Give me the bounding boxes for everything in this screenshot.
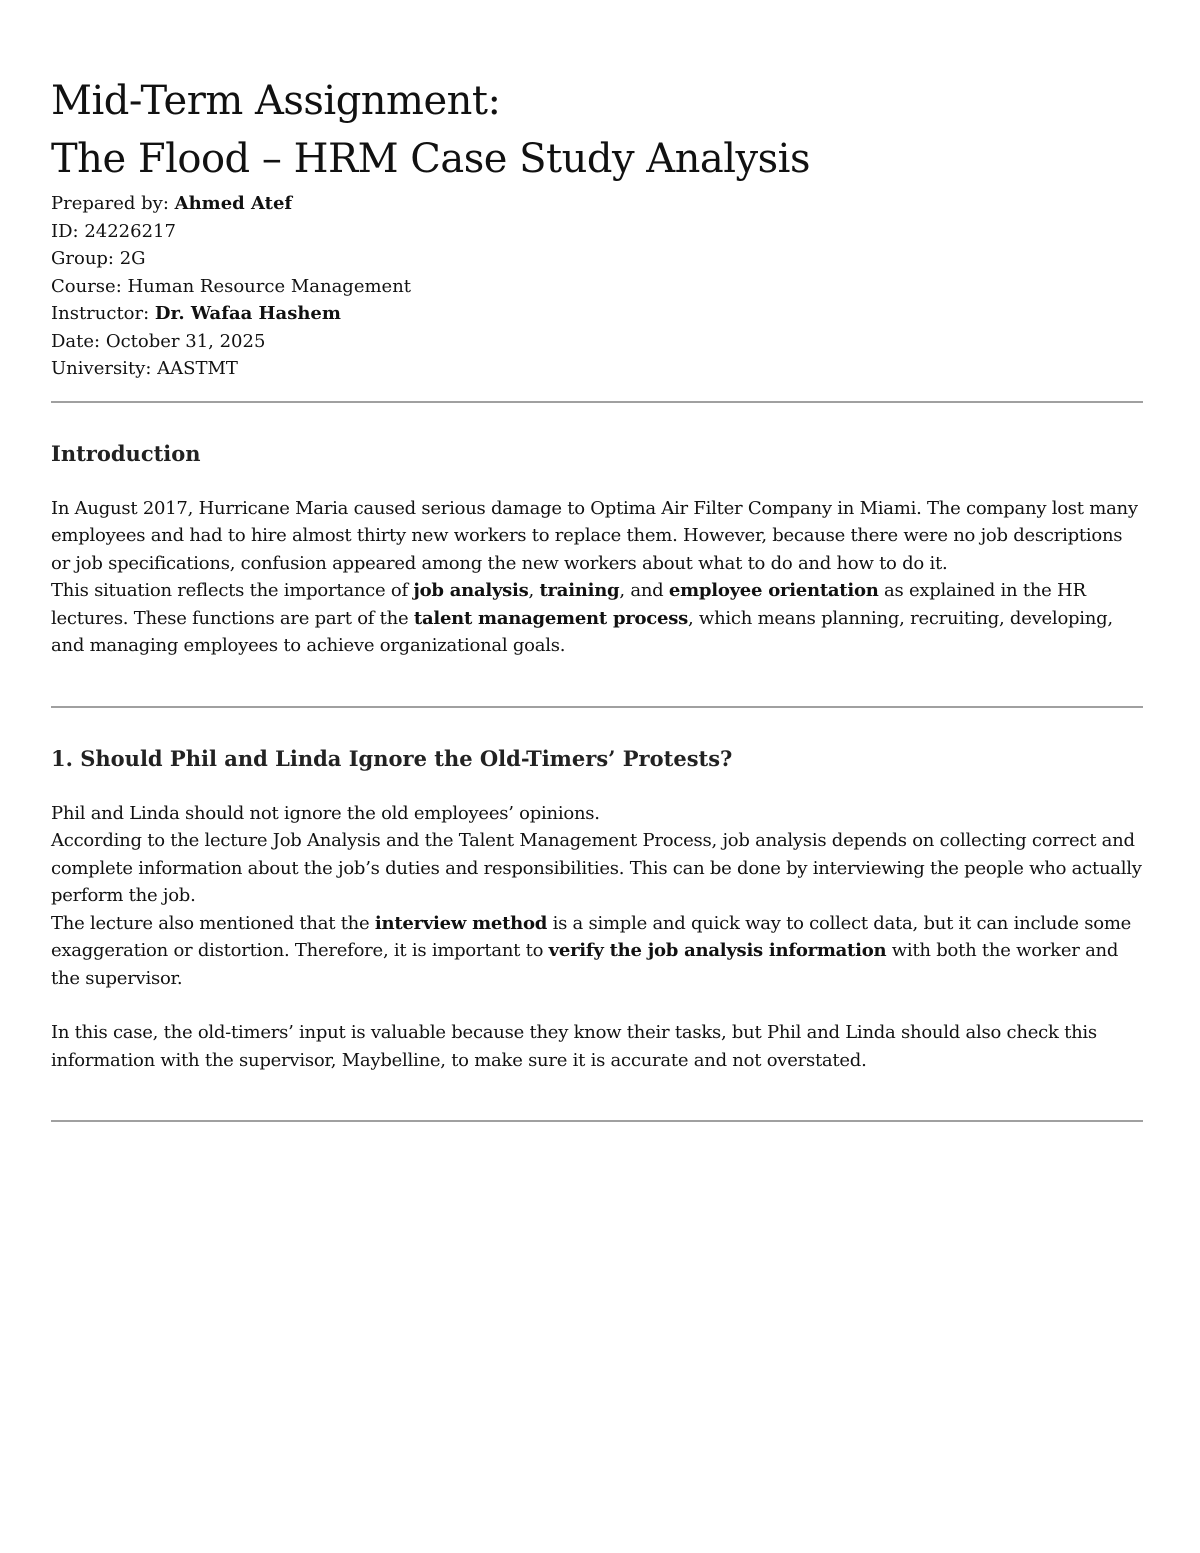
text: with both the worker and the supervisor.	[51, 940, 1119, 989]
intro-paragraph-1: In August 2017, Hurricane Maria caused serious damage to Optima Air Filter Company in Miami. The company lost many employees and had to hire almost thirty new workers to replace them. However, because there were no job descriptions or job specifications, confusion appeared among the new workers about what to do and how to do it.	[51, 497, 1138, 574]
text: ,	[528, 580, 540, 601]
divider	[51, 706, 1143, 708]
instructor	[51, 300, 1143, 328]
prepared-by-value: Ahmed Atef	[174, 193, 293, 214]
section-1-paragraph-2: According to the lecture Job Analysis and the Talent Management Process, job analysis depends on collecting correct and complete information about the job’s duties and responsibilities. This can be done by interviewing the people who actually perform the job.	[51, 830, 1142, 906]
document-title	[51, 72, 1143, 188]
date: Date: October 31, 2025	[51, 330, 266, 352]
bold-text: interview method	[374, 912, 548, 934]
bold-text: job analysis	[413, 580, 529, 601]
section-1-heading: 1. Should Phil and Linda Ignore the Old-Timers’ Protests?	[51, 745, 733, 771]
section-1-paragraph-4: In this case, the old-timers’ input is valuable because they know their tasks, but Phil and Linda should also check this information with the supervisor, Maybelline, to make sure it is accurate and not overstated.	[51, 1022, 1097, 1071]
title-line-1: Mid-Term Assignment:	[51, 78, 501, 124]
instructor-label: Instructor:	[51, 303, 155, 324]
text: , which means planning, recruiting, developing, and managing employees to achieve organizational goals.	[51, 607, 1113, 656]
text: The lecture also mentioned that the	[51, 912, 375, 934]
group: Group: 2G	[51, 248, 146, 269]
bold-text: verify the job analysis information	[548, 940, 887, 961]
divider	[51, 1120, 1143, 1122]
student-id: ID: 24226217	[51, 220, 176, 242]
bold-text: employee orientation	[668, 580, 879, 601]
introduction-heading: Introduction	[51, 440, 201, 466]
section-1-paragraph-1: Phil and Linda should not ignore the old employees’ opinions.	[51, 802, 600, 824]
author-info	[51, 190, 1143, 383]
bold-text: training	[539, 580, 620, 601]
divider	[51, 401, 1143, 403]
intro-paragraph-2	[51, 577, 1143, 660]
text: This situation reflects the importance of	[51, 580, 414, 601]
prepared-by	[51, 190, 1143, 218]
prepared-by-label: Prepared by:	[51, 193, 175, 214]
title-line-2: The Flood – HRM Case Study Analysis	[51, 136, 811, 182]
instructor-value: Dr. Wafaa Hashem	[154, 303, 341, 324]
course: Course: Human Resource Management	[51, 275, 412, 297]
text: , and	[619, 580, 669, 601]
section-1-paragraph-3	[51, 910, 1143, 993]
bold-text: talent management process	[413, 607, 688, 629]
document-page	[51, 72, 1143, 1122]
university: University: AASTMT	[51, 358, 238, 379]
text: as explained in the HR lectures. These functions are part of the	[51, 580, 1086, 629]
text: is a simple and quick way to collect data, but it can include some exaggeration or distortion. Therefore, it is important to	[51, 912, 1132, 961]
